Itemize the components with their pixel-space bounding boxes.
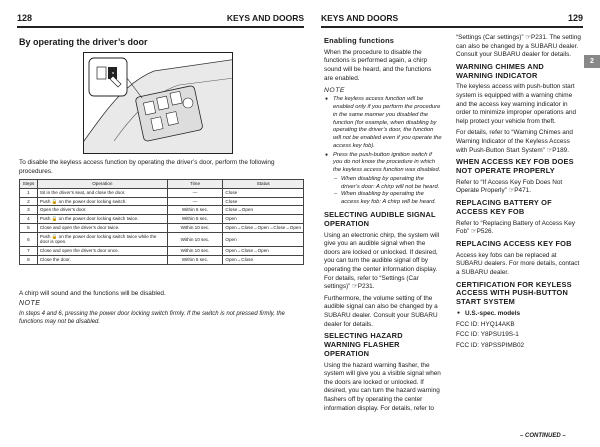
right-column-2 <box>456 34 582 352</box>
heading-enabling-functions: Enabling functions <box>324 36 395 45</box>
table-cell: 3 <box>20 206 38 215</box>
table-cell: 4 <box>20 215 38 224</box>
heading-audible-signal: SELECTING AUDIBLE SIGNAL OPERATION <box>324 210 436 228</box>
table-cell: Close the door. <box>37 255 167 264</box>
table-row <box>20 206 304 215</box>
table-cell: Close <box>223 197 304 206</box>
table-cell: — <box>167 189 223 198</box>
heading-hazard-flasher: SELECTING HAZARD WARNING FLASHER OPERATION <box>324 331 403 358</box>
note-heading: NOTE <box>324 87 345 95</box>
heading-replacing-key-fob: REPLACING ACCESS KEY FOB <box>456 238 572 248</box>
left-page-number: 128 <box>17 13 33 23</box>
table-cell: Within 10 sec. <box>167 223 223 232</box>
table-cell: Close→Open <box>223 206 304 215</box>
paragraph-enabling: When the procedure to disable the functions is performed again, a chirp sound will be heard, and the functions are enabled. <box>324 48 432 82</box>
paragraph-continued: “Settings (Car settings)” ☞P231. The setting can also be changed by a SUBARU dealer. Consult your SUBARU dealer for details. <box>456 34 581 59</box>
table-cell: 7 <box>20 247 38 256</box>
table-cell: 6 <box>20 232 38 246</box>
table-row <box>20 189 304 198</box>
right-column-1 <box>324 35 442 416</box>
table-cell: 1 <box>20 189 38 198</box>
table-cell: Close and open the driver’s door twice. <box>37 223 167 232</box>
table-cell: 2 <box>20 197 38 206</box>
note-heading: NOTE <box>19 300 41 307</box>
paragraph-hazard: Using the hazard warning flasher, the system will give you a visible signal when the doors are locked or unlocked. If desired, you can turn the hazard warning flashers off by operating the center information display. For details, refer to <box>324 361 441 412</box>
table-cell: Push 🔒 on the power door locking switch twice. <box>37 215 167 224</box>
left-header-title: KEYS AND DOORS <box>226 13 304 23</box>
table-cell: Open <box>223 232 304 246</box>
section-title: By operating the driver’s door <box>19 37 148 47</box>
heading-warning-chimes: WARNING CHIMES AND WARNING INDICATOR <box>456 61 544 80</box>
paragraph-replacing: Access key fobs can be replaced at SUBARU dealers. For more details, contact a SUBARU dealer. <box>456 251 580 276</box>
fcc-id: FCC ID: Y8PSSPIMB02 <box>456 341 525 349</box>
table-cell: — <box>167 197 223 206</box>
table-cell: 5 <box>20 223 38 232</box>
table-cell: Push 🔒 on the power door locking switch. <box>37 197 167 206</box>
table-row <box>20 197 304 206</box>
table-cell: Open <box>223 215 304 224</box>
table-row <box>20 223 304 232</box>
col-header-operation: Operation <box>37 180 167 189</box>
paragraph-audible-2: Furthermore, the volume setting of the audible signal can also be changed by a SUBARU dealer. Consult your SUBARU dealer for details. <box>324 294 438 328</box>
table-cell: Open→Close→Open <box>223 247 304 256</box>
note-bullet: ● Press the push-button ignition switch if you do not know the procedure in which the keyless access function was disabled. <box>324 152 442 175</box>
col-header-status: Status <box>223 180 304 189</box>
table-cell: 8 <box>20 255 38 264</box>
note-sub-item: – When disabling by operating the access key fob: A chirp will be heard. <box>324 191 442 207</box>
right-page-number: 129 <box>567 13 583 23</box>
table-cell: Within 10 sec. <box>167 247 223 256</box>
paragraph-not-operate: Refer to “If Access Key Fob Does Not Operate Properly” ☞P471. <box>456 178 563 195</box>
table-cell: Close <box>223 189 304 198</box>
heading-certification: CERTIFICATION FOR KEYLESS ACCESS WITH PUSH-BUTTON START SYSTEM <box>456 279 572 307</box>
paragraph-chimes-1: The keyless access with push-button start system is equipped with a warning chime and the access key warning indicator in order to minimize improper operations and help protect your vehicle from theft. <box>456 83 577 125</box>
table-cell: Within 5 sec. <box>167 215 223 224</box>
paragraph-battery: Refer to “Replacing Battery of Access Key Fob” ☞P526. <box>456 219 575 236</box>
table-cell: Close and open the driver’s door once. <box>37 247 167 256</box>
right-header-title: KEYS AND DOORS <box>321 13 399 23</box>
col-header-steps: Steps <box>20 180 38 189</box>
paragraph-chimes-2: For details, refer to “Warning Chimes and Warning Indicator of the Keyless Access with Push-Button Start System” ☞P189. <box>456 129 573 154</box>
right-page-header <box>321 0 583 28</box>
paragraph-audible-1: Using an electronic chirp, the system will give you an audible signal when the doors are locked or unlocked. If desired, you can turn the audible signal off by operating the center information display. For details, refer to “Settings (Car settings)” ☞P231. <box>324 231 440 291</box>
intro-paragraph: To disable the keyless access function by operating the driver’s door, perform the following procedures. <box>19 159 275 175</box>
table-cell: Within 5 sec. <box>167 255 223 264</box>
door-panel-drawing <box>84 53 233 154</box>
heading-key-fob-not-operate: WHEN ACCESS KEY FOB DOES NOT OPERATE PROPERLY <box>456 157 574 175</box>
procedure-table <box>19 179 304 265</box>
table-cell: Open→Close→Open→Close→Open <box>223 223 304 232</box>
table-row <box>20 215 304 224</box>
fcc-id: FCC ID: HYQ14AKB <box>456 320 515 328</box>
table-row <box>20 232 304 246</box>
table-row <box>20 247 304 256</box>
note-sub-item: – When disabling by operating the driver’s door: A chirp will not be heard. <box>324 176 442 192</box>
col-header-time: Time <box>167 180 223 189</box>
heading-replacing-battery: REPLACING BATTERY OF ACCESS KEY FOB <box>456 198 552 216</box>
table-cell: Open the driver’s door. <box>37 206 167 215</box>
continued-label: – CONTINUED – <box>520 433 566 439</box>
note-bullet: ● The keyless access function will be enabled only if you perform the procedure in the same manner you disabled the function (for example, when disabling by operating the driver’s door, the function will not be enabled even if you operate the access key fob). <box>324 96 442 150</box>
table-cell: Open→Close <box>223 255 304 264</box>
door-switch-illustration <box>83 52 233 154</box>
table-cell: Sit in the driver’s seat, and close the door. <box>37 189 167 198</box>
result-text: A chirp will sound and the functions will be disabled. <box>19 290 166 297</box>
table-cell: Within 10 sec. <box>167 232 223 246</box>
table-row <box>20 255 304 264</box>
table-cell: Within 5 sec. <box>167 206 223 215</box>
table-cell: Push 🔒 on the power door locking switch twice while the door is open. <box>37 232 167 246</box>
us-models-bullet: ● U.S.-spec. models <box>456 310 582 319</box>
left-page-header <box>17 0 304 28</box>
chapter-tab: 2 <box>584 55 600 68</box>
fcc-id: FCC ID: Y8PSU19S-1 <box>456 331 519 339</box>
note-text: In steps 4 and 6, pressing the power door locking switch firmly. If the switch is not pressed firmly, the functions may not be disabled. <box>19 311 285 326</box>
